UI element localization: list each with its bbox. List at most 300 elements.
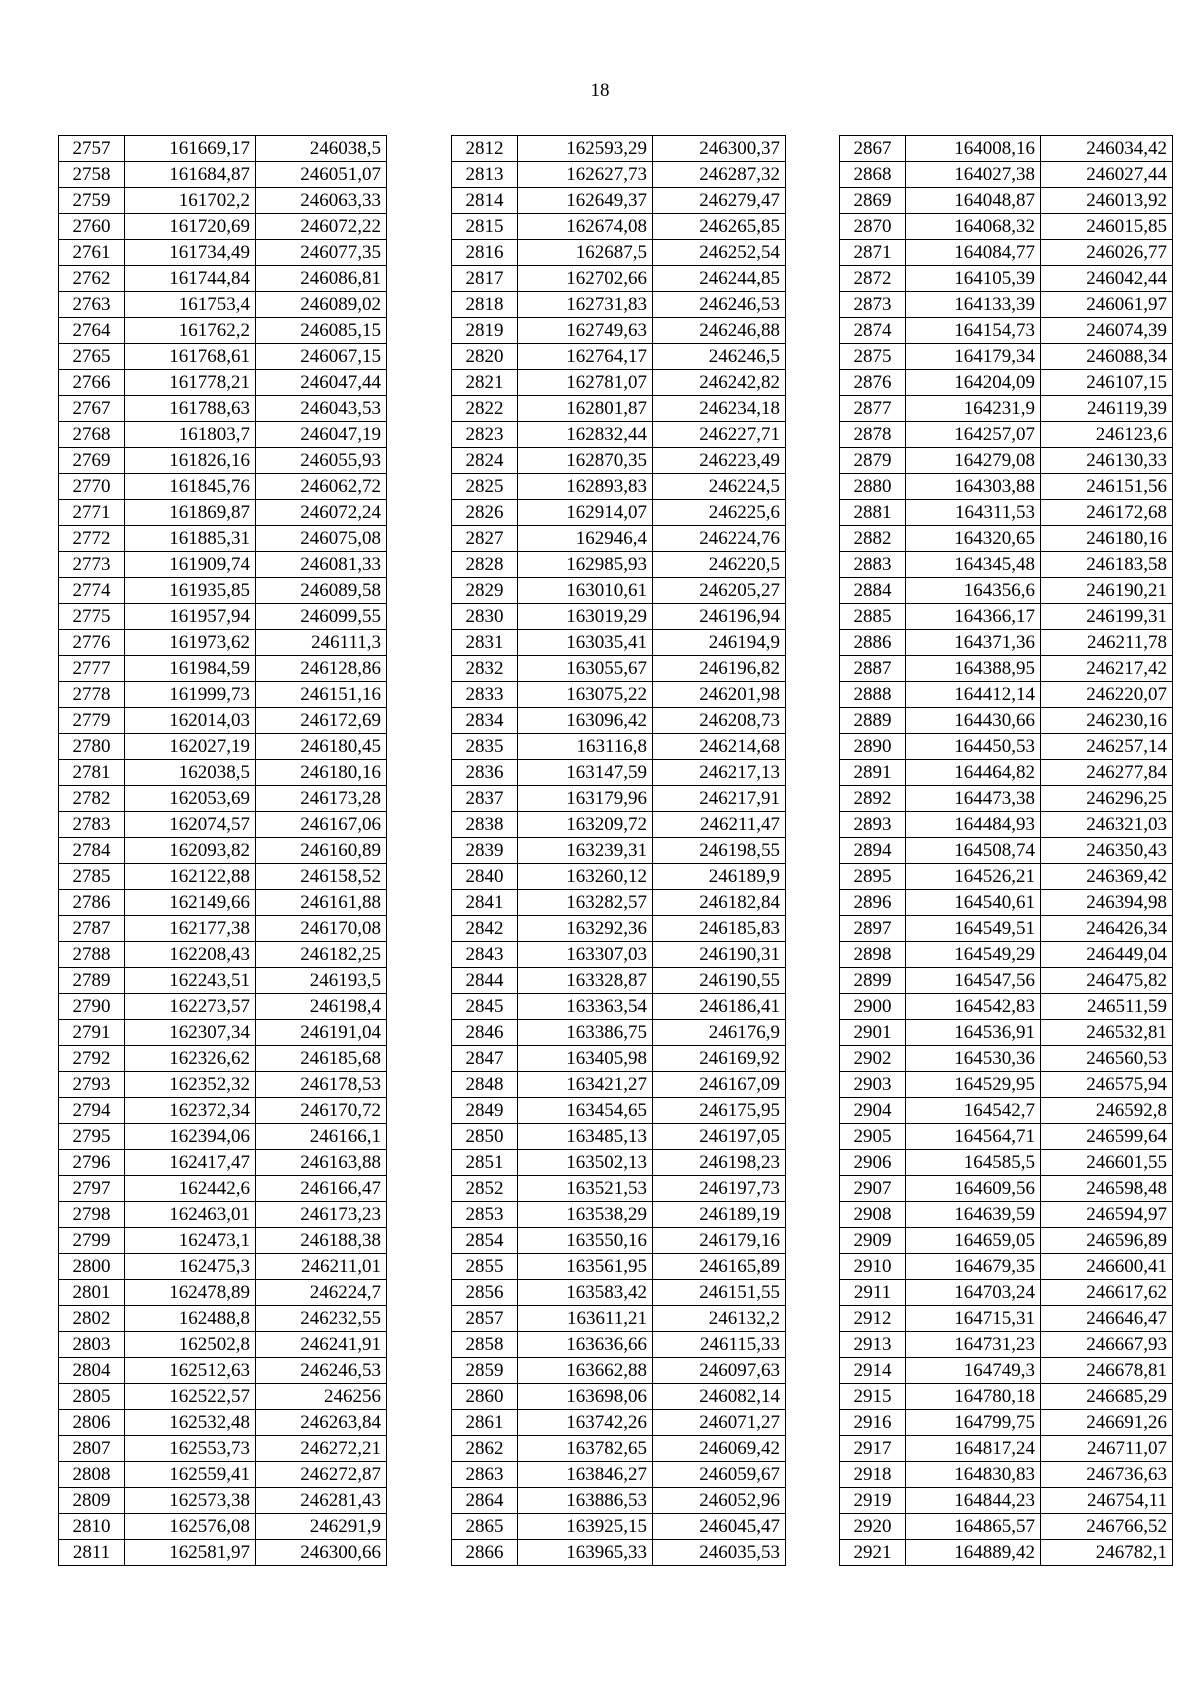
table-row — [452, 1514, 786, 1540]
y-coordinate-cell: 246182,84 — [653, 890, 786, 916]
table-row — [452, 136, 786, 162]
y-coordinate-cell: 246300,37 — [653, 136, 786, 162]
point-number-cell: 2774 — [59, 578, 125, 604]
y-coordinate-cell: 246217,42 — [1041, 656, 1173, 682]
table-row — [452, 682, 786, 708]
y-coordinate-cell: 246296,25 — [1041, 786, 1173, 812]
y-coordinate-cell: 246214,68 — [653, 734, 786, 760]
point-number-cell: 2897 — [840, 916, 906, 942]
table-row — [59, 1072, 387, 1098]
point-number-cell: 2855 — [452, 1254, 518, 1280]
x-coordinate-cell: 164547,56 — [906, 968, 1041, 994]
y-coordinate-cell: 246061,97 — [1041, 292, 1173, 318]
x-coordinate-cell: 163075,22 — [518, 682, 653, 708]
point-number-cell: 2862 — [452, 1436, 518, 1462]
point-number-cell: 2876 — [840, 370, 906, 396]
table-row — [840, 1098, 1173, 1124]
y-coordinate-cell: 246170,72 — [256, 1098, 387, 1124]
point-number-cell: 2822 — [452, 396, 518, 422]
x-coordinate-cell: 162208,43 — [125, 942, 256, 968]
x-coordinate-cell: 164430,66 — [906, 708, 1041, 734]
point-number-cell: 2801 — [59, 1280, 125, 1306]
x-coordinate-cell: 163846,27 — [518, 1462, 653, 1488]
table-row — [59, 370, 387, 396]
point-number-cell: 2783 — [59, 812, 125, 838]
point-number-cell: 2812 — [452, 136, 518, 162]
table-row — [840, 1046, 1173, 1072]
table-row — [59, 240, 387, 266]
point-number-cell: 2874 — [840, 318, 906, 344]
table-row — [840, 786, 1173, 812]
table-row — [452, 370, 786, 396]
x-coordinate-cell: 164830,83 — [906, 1462, 1041, 1488]
y-coordinate-cell: 246123,6 — [1041, 422, 1173, 448]
y-coordinate-cell: 246163,88 — [256, 1150, 387, 1176]
x-coordinate-cell: 162014,03 — [125, 708, 256, 734]
table-row — [59, 1540, 387, 1566]
y-coordinate-cell: 246244,85 — [653, 266, 786, 292]
y-coordinate-cell: 246173,28 — [256, 786, 387, 812]
table-row — [452, 994, 786, 1020]
table-row — [452, 1098, 786, 1124]
x-coordinate-cell: 163611,21 — [518, 1306, 653, 1332]
y-coordinate-cell: 246257,14 — [1041, 734, 1173, 760]
table-row — [59, 890, 387, 916]
y-coordinate-cell: 246230,16 — [1041, 708, 1173, 734]
y-coordinate-cell: 246072,22 — [256, 214, 387, 240]
point-number-cell: 2905 — [840, 1124, 906, 1150]
point-number-cell: 2921 — [840, 1540, 906, 1566]
x-coordinate-cell: 164068,32 — [906, 214, 1041, 240]
x-coordinate-cell: 164320,65 — [906, 526, 1041, 552]
x-coordinate-cell: 162731,83 — [518, 292, 653, 318]
y-coordinate-cell: 246183,58 — [1041, 552, 1173, 578]
x-coordinate-cell: 162985,93 — [518, 552, 653, 578]
point-number-cell: 2824 — [452, 448, 518, 474]
y-coordinate-cell: 246089,58 — [256, 578, 387, 604]
point-number-cell: 2836 — [452, 760, 518, 786]
point-number-cell: 2890 — [840, 734, 906, 760]
point-number-cell: 2803 — [59, 1332, 125, 1358]
point-number-cell: 2902 — [840, 1046, 906, 1072]
table-row — [840, 1384, 1173, 1410]
point-number-cell: 2869 — [840, 188, 906, 214]
point-number-cell: 2843 — [452, 942, 518, 968]
table-row — [59, 1228, 387, 1254]
y-coordinate-cell: 246194,9 — [653, 630, 786, 656]
point-number-cell: 2850 — [452, 1124, 518, 1150]
table-row — [840, 734, 1173, 760]
table-row — [840, 604, 1173, 630]
y-coordinate-cell: 246172,69 — [256, 708, 387, 734]
table-row — [840, 578, 1173, 604]
point-number-cell: 2913 — [840, 1332, 906, 1358]
x-coordinate-cell: 162502,8 — [125, 1332, 256, 1358]
table-row — [452, 1150, 786, 1176]
y-coordinate-cell: 246279,47 — [653, 188, 786, 214]
table-row — [452, 890, 786, 916]
y-coordinate-cell: 246350,43 — [1041, 838, 1173, 864]
y-coordinate-cell: 246115,33 — [653, 1332, 786, 1358]
x-coordinate-cell: 163239,31 — [518, 838, 653, 864]
point-number-cell: 2773 — [59, 552, 125, 578]
y-coordinate-cell: 246291,9 — [256, 1514, 387, 1540]
x-coordinate-cell: 162593,29 — [518, 136, 653, 162]
point-number-cell: 2889 — [840, 708, 906, 734]
y-coordinate-cell: 246067,15 — [256, 344, 387, 370]
point-number-cell: 2823 — [452, 422, 518, 448]
table-row — [59, 656, 387, 682]
x-coordinate-cell: 164105,39 — [906, 266, 1041, 292]
table-row — [840, 552, 1173, 578]
table-row — [59, 526, 387, 552]
table-row — [59, 968, 387, 994]
table-row — [452, 1254, 786, 1280]
x-coordinate-cell: 164084,77 — [906, 240, 1041, 266]
point-number-cell: 2863 — [452, 1462, 518, 1488]
table-row — [59, 1384, 387, 1410]
point-number-cell: 2806 — [59, 1410, 125, 1436]
x-coordinate-cell: 164345,48 — [906, 552, 1041, 578]
point-number-cell: 2879 — [840, 448, 906, 474]
table-row — [59, 1358, 387, 1384]
table-row — [840, 968, 1173, 994]
table-row — [59, 500, 387, 526]
point-number-cell: 2859 — [452, 1358, 518, 1384]
point-number-cell: 2880 — [840, 474, 906, 500]
x-coordinate-cell: 162832,44 — [518, 422, 653, 448]
table-row — [452, 1358, 786, 1384]
table-row — [840, 1410, 1173, 1436]
point-number-cell: 2867 — [840, 136, 906, 162]
y-coordinate-cell: 246047,44 — [256, 370, 387, 396]
table-row — [452, 188, 786, 214]
y-coordinate-cell: 246511,59 — [1041, 994, 1173, 1020]
table-row — [840, 708, 1173, 734]
x-coordinate-cell: 162475,3 — [125, 1254, 256, 1280]
point-number-cell: 2816 — [452, 240, 518, 266]
table-row — [59, 1046, 387, 1072]
table-row — [840, 1514, 1173, 1540]
table-row — [452, 474, 786, 500]
y-coordinate-cell: 246594,97 — [1041, 1202, 1173, 1228]
y-coordinate-cell: 246596,89 — [1041, 1228, 1173, 1254]
x-coordinate-cell: 162307,34 — [125, 1020, 256, 1046]
x-coordinate-cell: 164450,53 — [906, 734, 1041, 760]
point-number-cell: 2856 — [452, 1280, 518, 1306]
point-number-cell: 2858 — [452, 1332, 518, 1358]
x-coordinate-cell: 164564,71 — [906, 1124, 1041, 1150]
table-row — [59, 1410, 387, 1436]
point-number-cell: 2884 — [840, 578, 906, 604]
y-coordinate-cell: 246256 — [256, 1384, 387, 1410]
point-number-cell: 2802 — [59, 1306, 125, 1332]
point-number-cell: 2831 — [452, 630, 518, 656]
y-coordinate-cell: 246601,55 — [1041, 1150, 1173, 1176]
table-row — [840, 318, 1173, 344]
y-coordinate-cell: 246190,31 — [653, 942, 786, 968]
y-coordinate-cell: 246097,63 — [653, 1358, 786, 1384]
y-coordinate-cell: 246426,34 — [1041, 916, 1173, 942]
y-coordinate-cell: 246736,63 — [1041, 1462, 1173, 1488]
y-coordinate-cell: 246088,34 — [1041, 344, 1173, 370]
x-coordinate-cell: 163035,41 — [518, 630, 653, 656]
y-coordinate-cell: 246232,55 — [256, 1306, 387, 1332]
y-coordinate-cell: 246130,33 — [1041, 448, 1173, 474]
point-number-cell: 2792 — [59, 1046, 125, 1072]
y-coordinate-cell: 246252,54 — [653, 240, 786, 266]
x-coordinate-cell: 162801,87 — [518, 396, 653, 422]
point-number-cell: 2763 — [59, 292, 125, 318]
point-number-cell: 2838 — [452, 812, 518, 838]
table-row — [59, 474, 387, 500]
table-row — [840, 292, 1173, 318]
y-coordinate-cell: 246086,81 — [256, 266, 387, 292]
table-row — [59, 1020, 387, 1046]
x-coordinate-cell: 163550,16 — [518, 1228, 653, 1254]
x-coordinate-cell: 163561,95 — [518, 1254, 653, 1280]
x-coordinate-cell: 163386,75 — [518, 1020, 653, 1046]
point-number-cell: 2851 — [452, 1150, 518, 1176]
point-number-cell: 2857 — [452, 1306, 518, 1332]
table-row — [452, 1436, 786, 1462]
table-row — [452, 1462, 786, 1488]
x-coordinate-cell: 162488,8 — [125, 1306, 256, 1332]
point-number-cell: 2827 — [452, 526, 518, 552]
y-coordinate-cell: 246172,68 — [1041, 500, 1173, 526]
x-coordinate-cell: 162177,38 — [125, 916, 256, 942]
x-coordinate-cell: 162273,57 — [125, 994, 256, 1020]
point-number-cell: 2852 — [452, 1176, 518, 1202]
x-coordinate-cell: 163363,54 — [518, 994, 653, 1020]
y-coordinate-cell: 246071,27 — [653, 1410, 786, 1436]
table-row — [452, 500, 786, 526]
y-coordinate-cell: 246038,5 — [256, 136, 387, 162]
y-coordinate-cell: 246287,32 — [653, 162, 786, 188]
y-coordinate-cell: 246217,13 — [653, 760, 786, 786]
table-row — [840, 760, 1173, 786]
table-body — [452, 136, 786, 1566]
table-row — [840, 526, 1173, 552]
point-number-cell: 2919 — [840, 1488, 906, 1514]
point-number-cell: 2779 — [59, 708, 125, 734]
table-row — [840, 890, 1173, 916]
x-coordinate-cell: 163116,8 — [518, 734, 653, 760]
x-coordinate-cell: 164464,82 — [906, 760, 1041, 786]
x-coordinate-cell: 162559,41 — [125, 1462, 256, 1488]
point-number-cell: 2818 — [452, 292, 518, 318]
table-row — [840, 1228, 1173, 1254]
y-coordinate-cell: 246035,53 — [653, 1540, 786, 1566]
point-number-cell: 2877 — [840, 396, 906, 422]
x-coordinate-cell: 162914,07 — [518, 500, 653, 526]
x-coordinate-cell: 163538,29 — [518, 1202, 653, 1228]
table-row — [452, 1124, 786, 1150]
table-row — [840, 1358, 1173, 1384]
y-coordinate-cell: 246085,15 — [256, 318, 387, 344]
table-row — [840, 266, 1173, 292]
y-coordinate-cell: 246197,05 — [653, 1124, 786, 1150]
table-row — [452, 1306, 786, 1332]
table-row — [452, 1046, 786, 1072]
x-coordinate-cell: 162946,4 — [518, 526, 653, 552]
y-coordinate-cell: 246223,49 — [653, 448, 786, 474]
y-coordinate-cell: 246189,9 — [653, 864, 786, 890]
point-number-cell: 2908 — [840, 1202, 906, 1228]
point-number-cell: 2798 — [59, 1202, 125, 1228]
point-number-cell: 2758 — [59, 162, 125, 188]
point-number-cell: 2826 — [452, 500, 518, 526]
table-row — [840, 448, 1173, 474]
table-row — [59, 630, 387, 656]
x-coordinate-cell: 164542,83 — [906, 994, 1041, 1020]
table-row — [840, 1436, 1173, 1462]
x-coordinate-cell: 164154,73 — [906, 318, 1041, 344]
x-coordinate-cell: 164749,3 — [906, 1358, 1041, 1384]
point-number-cell: 2910 — [840, 1254, 906, 1280]
x-coordinate-cell: 163405,98 — [518, 1046, 653, 1072]
x-coordinate-cell: 161973,62 — [125, 630, 256, 656]
y-coordinate-cell: 246246,88 — [653, 318, 786, 344]
table-row — [840, 344, 1173, 370]
point-number-cell: 2797 — [59, 1176, 125, 1202]
table-row — [452, 1332, 786, 1358]
y-coordinate-cell: 246176,9 — [653, 1020, 786, 1046]
y-coordinate-cell: 246182,25 — [256, 942, 387, 968]
y-coordinate-cell: 246128,86 — [256, 656, 387, 682]
point-number-cell: 2771 — [59, 500, 125, 526]
table-row — [452, 1020, 786, 1046]
y-coordinate-cell: 246211,01 — [256, 1254, 387, 1280]
y-coordinate-cell: 246151,16 — [256, 682, 387, 708]
table-row — [59, 318, 387, 344]
y-coordinate-cell: 246185,68 — [256, 1046, 387, 1072]
y-coordinate-cell: 246173,23 — [256, 1202, 387, 1228]
point-number-cell: 2875 — [840, 344, 906, 370]
table-row — [452, 760, 786, 786]
point-number-cell: 2784 — [59, 838, 125, 864]
y-coordinate-cell: 246051,07 — [256, 162, 387, 188]
x-coordinate-cell: 162442,6 — [125, 1176, 256, 1202]
table-row — [840, 370, 1173, 396]
x-coordinate-cell: 162702,66 — [518, 266, 653, 292]
y-coordinate-cell: 246052,96 — [653, 1488, 786, 1514]
table-row — [59, 1514, 387, 1540]
table-row — [452, 214, 786, 240]
table-row — [59, 1332, 387, 1358]
x-coordinate-cell: 164279,08 — [906, 448, 1041, 474]
y-coordinate-cell: 246059,67 — [653, 1462, 786, 1488]
y-coordinate-cell: 246246,5 — [653, 344, 786, 370]
y-coordinate-cell: 246196,82 — [653, 656, 786, 682]
point-number-cell: 2909 — [840, 1228, 906, 1254]
y-coordinate-cell: 246678,81 — [1041, 1358, 1173, 1384]
table-row — [452, 1410, 786, 1436]
y-coordinate-cell: 246646,47 — [1041, 1306, 1173, 1332]
y-coordinate-cell: 246189,19 — [653, 1202, 786, 1228]
y-coordinate-cell: 246045,47 — [653, 1514, 786, 1540]
y-coordinate-cell: 246300,66 — [256, 1540, 387, 1566]
x-coordinate-cell: 162870,35 — [518, 448, 653, 474]
table-row — [452, 552, 786, 578]
point-number-cell: 2794 — [59, 1098, 125, 1124]
y-coordinate-cell: 246186,41 — [653, 994, 786, 1020]
x-coordinate-cell: 163925,15 — [518, 1514, 653, 1540]
x-coordinate-cell: 162532,48 — [125, 1410, 256, 1436]
y-coordinate-cell: 246190,21 — [1041, 578, 1173, 604]
point-number-cell: 2899 — [840, 968, 906, 994]
table-row — [59, 136, 387, 162]
table-row — [452, 266, 786, 292]
y-coordinate-cell: 246188,38 — [256, 1228, 387, 1254]
table-row — [59, 1280, 387, 1306]
x-coordinate-cell: 164048,87 — [906, 188, 1041, 214]
point-number-cell: 2891 — [840, 760, 906, 786]
point-number-cell: 2768 — [59, 422, 125, 448]
x-coordinate-cell: 164609,56 — [906, 1176, 1041, 1202]
y-coordinate-cell: 246180,45 — [256, 734, 387, 760]
table-row — [452, 604, 786, 630]
table-row — [452, 1280, 786, 1306]
point-number-cell: 2878 — [840, 422, 906, 448]
table-row — [840, 422, 1173, 448]
point-number-cell: 2904 — [840, 1098, 906, 1124]
y-coordinate-cell: 246265,85 — [653, 214, 786, 240]
x-coordinate-cell: 164542,7 — [906, 1098, 1041, 1124]
x-coordinate-cell: 164540,61 — [906, 890, 1041, 916]
x-coordinate-cell: 163096,42 — [518, 708, 653, 734]
x-coordinate-cell: 162093,82 — [125, 838, 256, 864]
y-coordinate-cell: 246047,19 — [256, 422, 387, 448]
table-row — [452, 1488, 786, 1514]
table-row — [452, 396, 786, 422]
x-coordinate-cell: 161845,76 — [125, 474, 256, 500]
x-coordinate-cell: 164371,36 — [906, 630, 1041, 656]
table-row — [840, 474, 1173, 500]
point-number-cell: 2835 — [452, 734, 518, 760]
y-coordinate-cell: 246180,16 — [256, 760, 387, 786]
table-row — [840, 240, 1173, 266]
x-coordinate-cell: 164473,38 — [906, 786, 1041, 812]
point-number-cell: 2757 — [59, 136, 125, 162]
y-coordinate-cell: 246099,55 — [256, 604, 387, 630]
table-row — [452, 1072, 786, 1098]
table-row — [59, 604, 387, 630]
table-row — [59, 916, 387, 942]
point-number-cell: 2780 — [59, 734, 125, 760]
point-number-cell: 2887 — [840, 656, 906, 682]
point-number-cell: 2920 — [840, 1514, 906, 1540]
y-coordinate-cell: 246217,91 — [653, 786, 786, 812]
table-row — [840, 1254, 1173, 1280]
table-row — [452, 292, 786, 318]
x-coordinate-cell: 164356,6 — [906, 578, 1041, 604]
x-coordinate-cell: 162573,38 — [125, 1488, 256, 1514]
point-number-cell: 2860 — [452, 1384, 518, 1410]
table-row — [59, 422, 387, 448]
y-coordinate-cell: 246220,07 — [1041, 682, 1173, 708]
point-number-cell: 2834 — [452, 708, 518, 734]
table-row — [59, 864, 387, 890]
table-row — [452, 422, 786, 448]
point-number-cell: 2892 — [840, 786, 906, 812]
y-coordinate-cell: 246369,42 — [1041, 864, 1173, 890]
table-row — [59, 214, 387, 240]
table-row — [840, 630, 1173, 656]
x-coordinate-cell: 164008,16 — [906, 136, 1041, 162]
point-number-cell: 2895 — [840, 864, 906, 890]
point-number-cell: 2829 — [452, 578, 518, 604]
